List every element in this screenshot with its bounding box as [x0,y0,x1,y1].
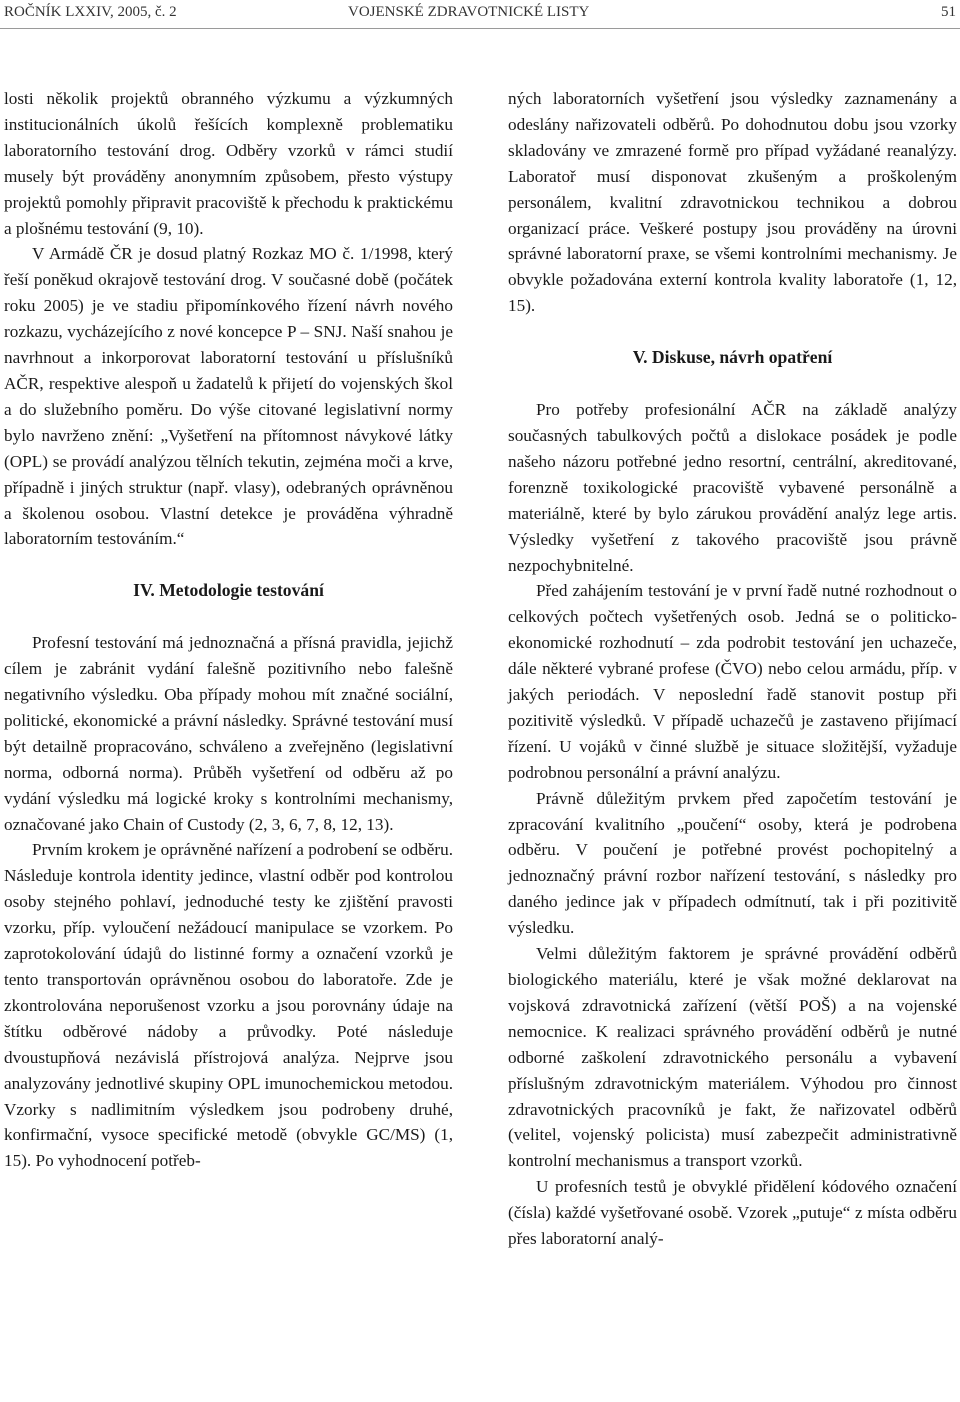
paragraph: Prvním krokem je oprávněné nařízení a podrobení se odběru. Následuje kontrola identity jedince, vlastní odběr pod kontrolou osoby stejného pohlaví, jednoduché testy ke zjištění pravosti vzorku, příp. vyloučení nežádoucí manipulace se vzorkem. Po zaprotokolování údajů do listinné formy a označení vzorků je tento transportován oprávněnou osobou do laboratoře. Zde je zkontrolována neporušenost vzorku a jsou porovnány údaje na štítku odběrové nádoby a průvodky. Poté následuje dvoustupňová nezávislá přístrojová analýza. Nejprve jsou analyzovány jednotlivé skupiny OPL imunochemickou metodou. Vzorky s nadlimitním výsledkem jsou podrobeny druhé, konfirmační, vysoce specifické metodě (obvykle GC/MS) (1, 15). Po vyhodnocení potřeb- [4,840,453,1171]
paragraph: U profesních testů je obvyklé přidělení kódového označení (čísla) každé vyšetřované osobě. Vzorek „putuje“ z místa odběru přes laboratorní analý- [508,1177,957,1249]
paragraph: Profesní testování má jednoznačná a přísná pravidla, jejichž cílem je zabránit vydání falešně pozitivního nebo falešně negativního výsledku. Oba případy mohou mít značné sociální, politické, ekonomické a právní následky. Správné testování musí být detailně propracováno, schváleno a zveřejněno (legislativní norma, odborná norma). Průběh vyšetření od odběru až po vydání výsledku má logické kroky s kontrolními mechanismy, označované jako Chain of Custody (2, 3, 6, 7, 8, 12, 13). [4,633,453,834]
right-column [508,86,957,1252]
page-number: 51 [941,4,956,20]
section-heading-methodology: IV. Metodologie testování [133,580,324,601]
journal-title: VOJENSKÉ ZDRAVOTNICKÉ LISTY [348,4,590,20]
paragraph: losti několik projektů obranného výzkumu a výzkumných institucionálních úkolů řešících komplexně problematiku laboratorního testování drog. Odběry vzorků v rámci studií musely být prováděny anonymním způsobem, přesto výstupy projektů pomohly připravit pracoviště k přechodu k praktickému a plošnému testování (9, 10). [4,89,453,238]
header-rule [0,28,960,29]
running-header [0,0,960,28]
journal-volume: ROČNÍK LXXIV, 2005, č. 2 [4,4,177,20]
paragraph: V Armádě ČR je dosud platný Rozkaz MO č. 1/1998, který řeší poněkud okrajově testování drog. V současné době (počátek roku 2005) je ve stadiu připomínkového řízení návrh nového rozkazu, vycházejícího z nové koncepce P – SNJ. Naší snahou je navrhnout a inkorporovat laboratorní testování u příslušníků AČR, respektive alespoň u žadatelů k přijetí do vojenských škol a do služebního poměru. Do výše citované legislativní normy bylo navrženo znění: „Vyšetření na přítomnost návykové látky (OPL) se provádí analýzou tělních tekutin, zejména moči a krve, případně i jiných struktur (např. vlasy), odebraných oprávněnou a školenou osobou. Vlastní detekce je prováděna výhradně laboratorním testováním.“ [4,244,453,549]
paragraph: ných laboratorních vyšetření jsou výsledky zaznamenány a odeslány nařizovateli odběrů. Po dohodnutou dobu jsou vzorky skladovány ve zmrazené formě pro případ vyžádané reanalýzy. Laboratoř musí disponovat zkušeným a proškoleným personálem, kvalitní zdravotnickou technikou a dobrou organizací práce. Veškeré postupy jsou prováděny na úrovni správné laboratorní praxe, se všemi kontrolními mechanismy. Je obvykle požadována externí kontrola kvality laboratoře (1, 12, 15). [508,89,957,316]
paragraph: Právně důležitým prvkem před započetím testování je zpracování kvalitního „poučení“ osoby, která je podrobena odběru. V poučení je potřebné provést pochopitelný a jednoznačný právní rozbor nařízení testování, s následky pro daného jedince jak v případech odmítnutí, tak i při pozitivitě výsledku. [508,788,957,938]
left-column [4,86,453,1174]
paragraph: Velmi důležitým faktorem je správné provádění odběrů biologického materiálu, které je však možné deklarovat na vojsková zdravotnická zařízení (větší POŠ) a na vojenské nemocnice. K realizaci správného provádění odběrů je nutné odborné zaškolení zdravotnického personálu a vybavení příslušným zdravotnickým materiálem. Výhodou pro činnost zdravotnických pracovníků je fakt, že nařizovatel odběrů (velitel, vojenský policista) musí zabezpečit administrativně kontrolní mechanismus a transport vzorků. [508,944,957,1171]
section-heading-discussion: V. Diskuse, návrh opatření [632,347,833,368]
paragraph: Před zahájením testování je v první řadě nutné rozhodnout o celkových počtech vyšetřených osob. Jedná se o politicko-ekonomické rozhodnutí – zda podrobit testování jen uchazeče, dále některé vybrané profese (ČVO) nebo celou armádu, příp. v jakých periodách. V neposlední řadě stanovit postup při pozitivitě výsledků. V případě uchazečů je zastaveno přijímací řízení. U vojáků v činné službě je situace složitější, vyžaduje podrobnou personální a právní analýzu. [508,581,957,782]
paragraph: Pro potřeby profesionální AČR na základě analýzy současných tabulkových počtů a dislokace posádek je podle našeho názoru potřebné jedno resortní, centrální, akreditované, forenzně toxikologické pracoviště vybavené personálně a materiálně, které by bylo zárukou provádění analýz lege artis. Výsledky vyšetření z takového pracoviště jsou právně nezpochybnitelné. [508,400,957,575]
